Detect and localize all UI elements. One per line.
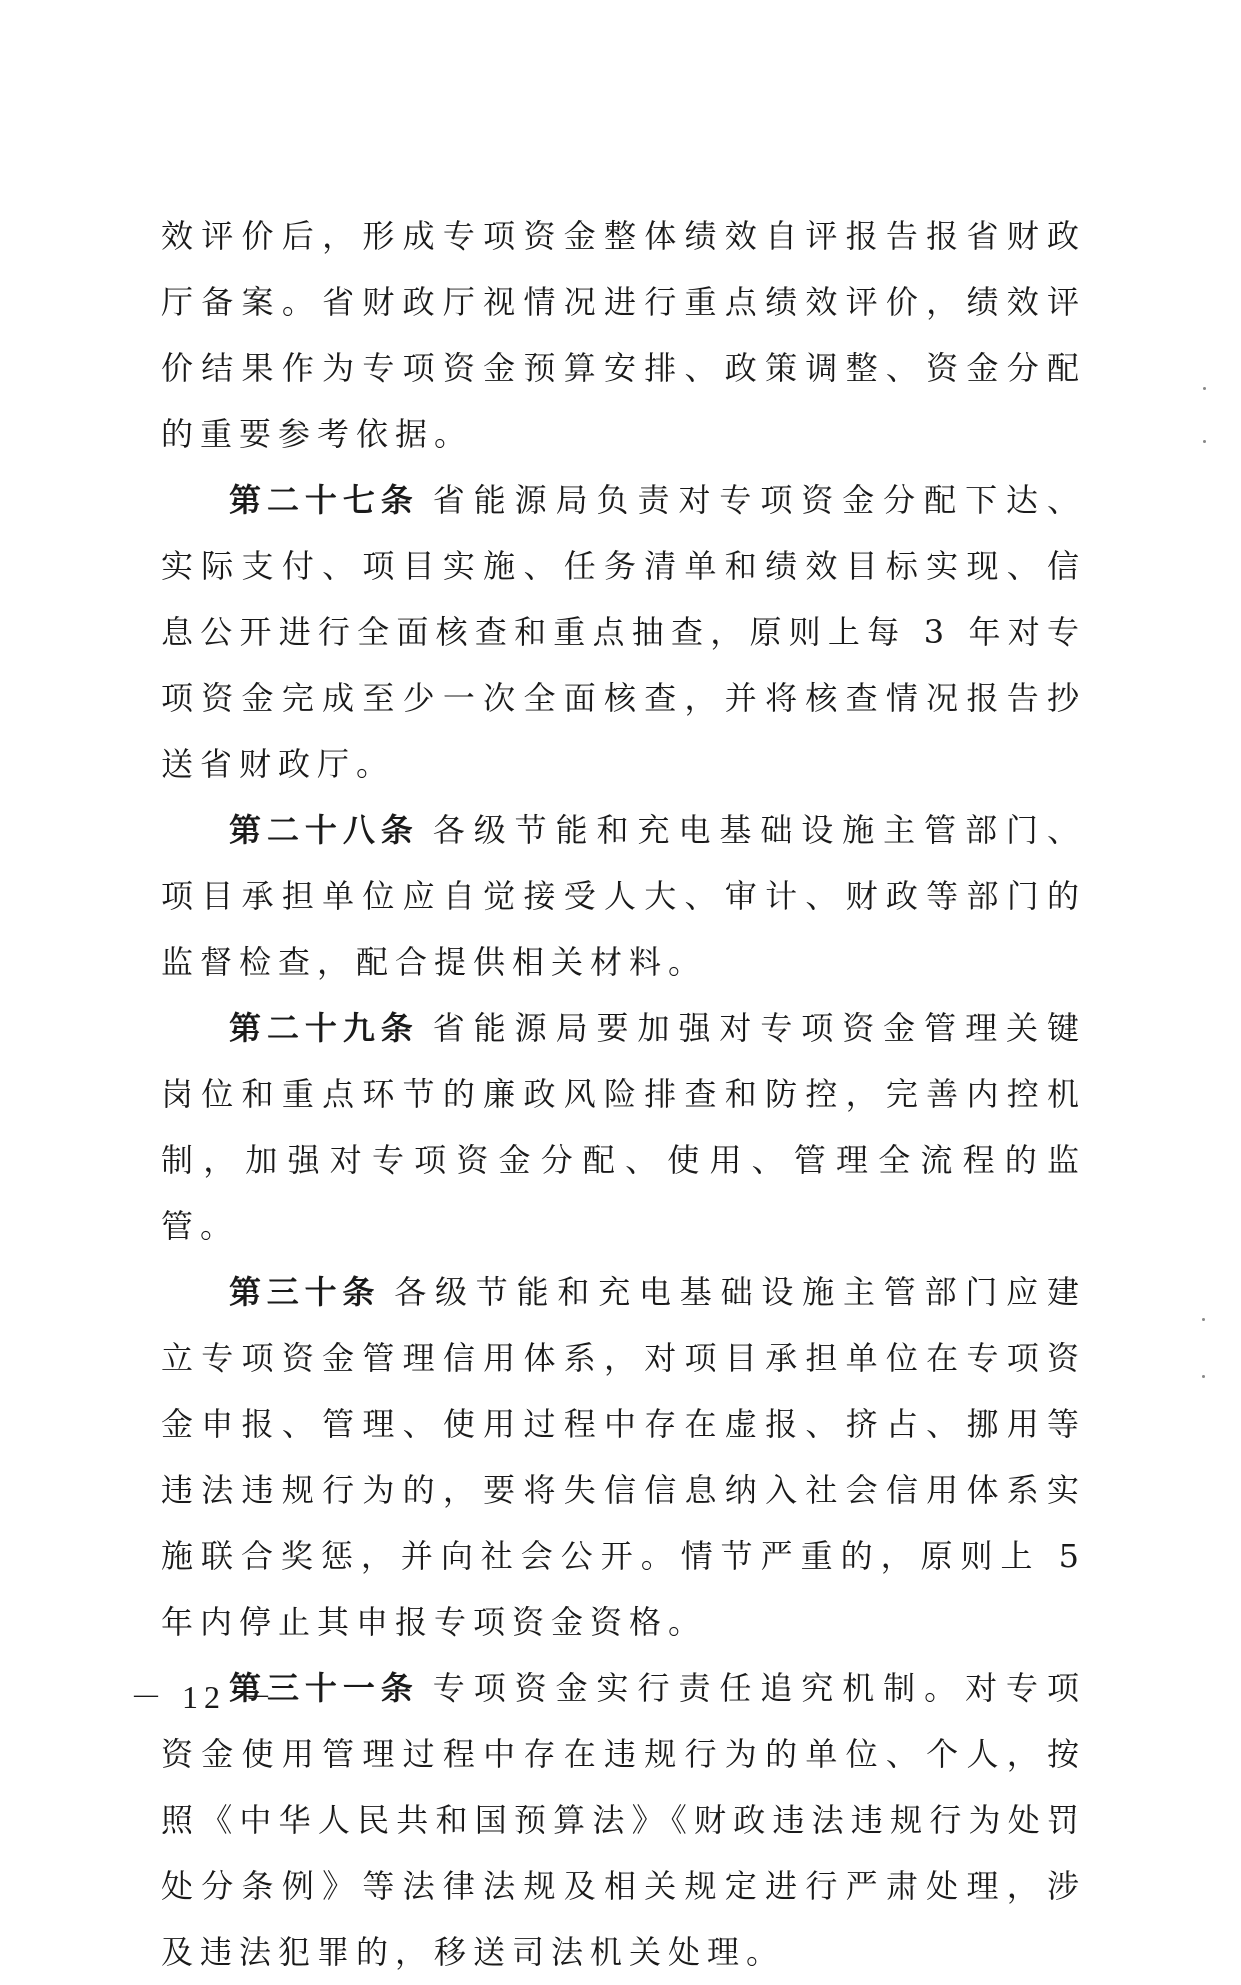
article-27 — [161, 467, 1086, 797]
scan-speck — [1203, 440, 1206, 443]
article-heading: 第三十条 — [229, 1273, 381, 1311]
article-text: 省能源局负责对专项资金分配下达、实际支付、项目实施、任务清单和绩效目标实现、信息公开进行全面核查和重点抽查，原则上每 3 年对专项资金完成至少一次全面核查，并将核查情况报告抄送省财政厅。 — [161, 481, 1086, 783]
article-28 — [161, 797, 1086, 995]
opening-paragraph: 效评价后，形成专项资金整体绩效自评报告报省财政厅备案。省财政厅视情况进行重点绩效评价，绩效评价结果作为专项资金预算安排、政策调整、资金分配的重要参考依据。 — [161, 217, 1086, 453]
article-heading: 第二十九条 — [229, 1009, 419, 1047]
article-29 — [161, 995, 1086, 1259]
article-30 — [161, 1259, 1086, 1655]
scan-speck — [1202, 1318, 1205, 1321]
article-text: 专项资金实行责任追究机制。对专项资金使用管理过程中存在违规行为的单位、个人，按照《中华人民共和国预算法》《财政违法违规行为处罚处分条例》等法律法规及相关规定进行严肃处理，涉及违法犯罪的，移送司法机关处理。 — [161, 1669, 1086, 1971]
scan-speck — [1202, 1375, 1205, 1378]
article-heading: 第二十八条 — [229, 811, 419, 849]
article-text: 各级节能和充电基础设施主管部门应建立专项资金管理信用体系，对项目承担单位在专项资金申报、管理、使用过程中存在虚报、挤占、挪用等违法违规行为的，要将失信信息纳入社会信用体系实施联合奖惩，并向社会公开。情节严重的，原则上 5 年内停止其申报专项资金资格。 — [161, 1273, 1086, 1641]
article-text: 省能源局要加强对专项资金管理关键岗位和重点环节的廉政风险排查和防控，完善内控机制，加强对专项资金分配、使用、管理全流程的监管。 — [161, 1009, 1086, 1245]
scan-speck — [1203, 387, 1206, 390]
article-31 — [161, 1655, 1086, 1985]
document-body — [161, 203, 1086, 1985]
page-number: － 12 － — [130, 1679, 279, 1715]
article-heading: 第二十七条 — [229, 481, 419, 519]
article-text: 各级节能和充电基础设施主管部门、项目承担单位应自觉接受人大、审计、财政等部门的监督检查，配合提供相关材料。 — [161, 811, 1086, 981]
article-heading: 第三十一条 — [229, 1669, 419, 1707]
